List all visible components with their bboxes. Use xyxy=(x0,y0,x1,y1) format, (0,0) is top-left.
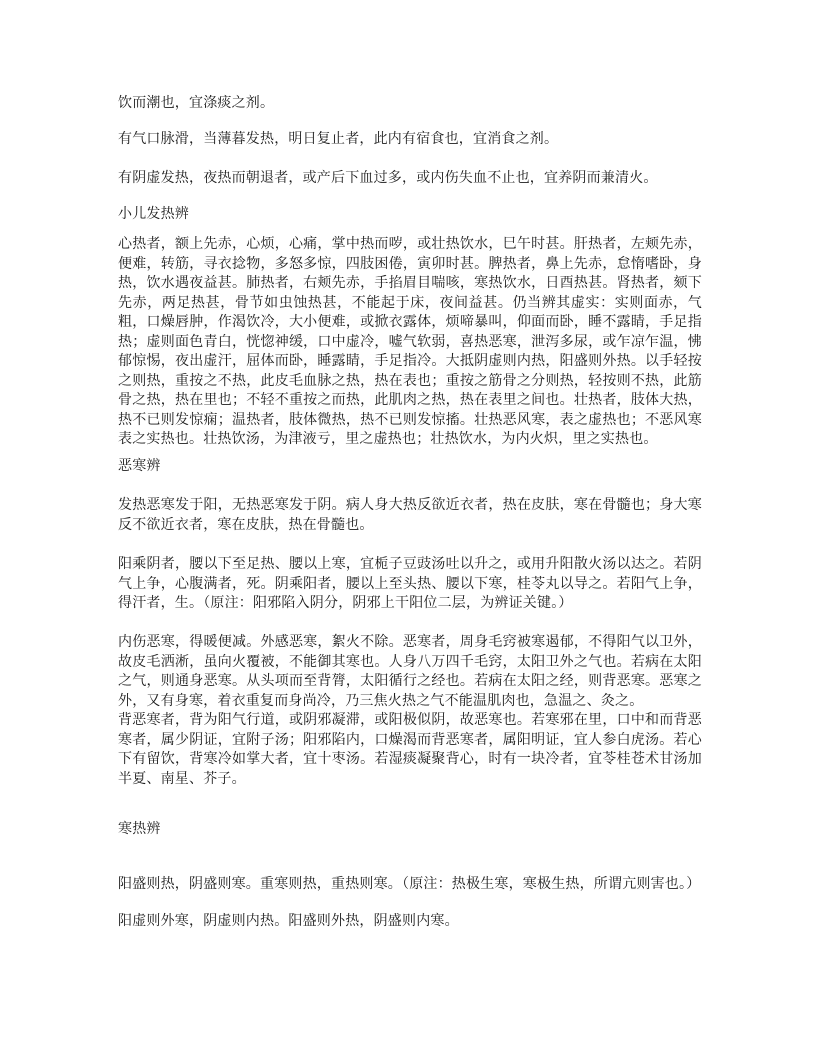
paragraph: 有阴虚发热，夜热而朝退者，或产后下血过多，或内伤失血不止也，宜养阴而兼清火。 xyxy=(118,170,658,186)
paragraph: 发热恶寒发于阳，无热恶寒发于阴。病人身大热反欲近衣者，热在皮肤，寒在骨髓也；身大寒反不欲近衣者，寒在皮肤，热在骨髓也。 xyxy=(118,497,702,533)
paragraph: 背恶寒者，背为阳气行道，或阴邪凝滞，或阳极似阴，故恶寒也。若寒邪在里，口中和而背恶寒者，属少阴证，宜附子汤；阳邪陷内，口燥渴而背恶寒者，属阳明证，宜人参白虎汤。若心下有留饮，背寒冷如掌大者，宜十枣汤。若湿痰凝聚背心，时有一块冷者，宜苓桂苍术甘汤加半夏、南星、芥子。 xyxy=(118,712,702,787)
paragraph: 阳虚则外寒，阴虚则内热。阳盛则外热，阴盛则内寒。 xyxy=(118,913,459,929)
paragraph: 心热者，额上先赤，心烦，心痛，掌中热而哕，或壮热饮水，巳午时甚。肝热者，左颊先赤，便难，转筋，寻衣捻物，多怒多惊，四肢困倦，寅卯时甚。脾热者，鼻上先赤，怠惰嗜卧，身热，饮水遇夜益甚。肺热者，右颊先赤，手掐眉目喘咳，寒热饮水，日酉热甚。肾热者，颏下先赤，两足热甚，骨节如虫蚀热甚，不能起于床，夜间益甚。仍当辨其虚实：实则面赤，气粗，口燥唇肿，作渴饮冷，大小便难，或掀衣露体，烦啼暴叫，仰面而卧，睡不露睛，手足指热；虚则面色青白，恍惚神缓，口中虚冷，嘘气软弱，喜热恶寒，泄泻多尿，或乍凉乍温，怫郁惊惕，夜出虚汗，屈体而卧，睡露睛，手足指冷。大抵阴虚则内热，阳盛则外热。以手轻按之则热，重按之不热，此皮毛血脉之热，热在表也；重按之筋骨之分则热，轻按则不热，此筋骨之热，热在里也；不轻不重按之而热，此肌肉之热，热在表里之间也。壮热者，肢体大热，热不已则发惊痫；温热者，肢体微热，热不已则发惊搐。壮热恶风寒，表之虚热也；不恶风寒表之实热也。壮热饮汤，为津液亏，里之虚热也；壮热饮水，为内火炽，里之实热也。 xyxy=(118,236,702,447)
paragraph: 有气口脉滑，当薄暮发热，明日复止者，此内有宿食也，宜消食之剂。 xyxy=(118,131,559,147)
paragraph: 饮而潮也，宜涤痰之剂。 xyxy=(118,95,275,111)
paragraph: 内伤恶寒，得暖便减。外感恶寒，絮火不除。恶寒者，周身毛窍被寒遏郁，不得阳气以卫外，故皮毛洒淅，虽向火覆被，不能御其寒也。人身八万四千毛窍，太阳卫外之气也。若病在太阳之气，则通身恶寒。从头项而至背膂，太阳循行之经也。若病在太阳之经，则背恶寒。恶寒之外，又有身寒，着衣重复而身尚冷，乃三焦火热之气不能温肌肉也，急温之、灸之。 xyxy=(118,634,702,709)
paragraph: 阳盛则热，阴盛则寒。重寒则热，重热则寒。（原注：热极生寒，寒极生热，所谓亢则害也。） xyxy=(118,876,701,892)
section-heading-child-fever: 小儿发热辨 xyxy=(118,206,189,222)
paragraph: 阳乘阴者，腰以下至足热、腰以上寒，宜栀子豆豉汤吐以升之，或用升阳散火汤以达之。若阴气上争，心腹满者，死。阴乘阳者，腰以上至头热、腰以下寒，桂苓丸以导之。若阳气上争，得汗者，生。（原注：阳邪陷入阴分，阴邪上干阳位二层，为辨证关键。） xyxy=(118,556,702,611)
section-heading-aversion-cold: 恶寒辨 xyxy=(118,458,161,474)
section-heading-cold-heat: 寒热辨 xyxy=(118,821,161,837)
